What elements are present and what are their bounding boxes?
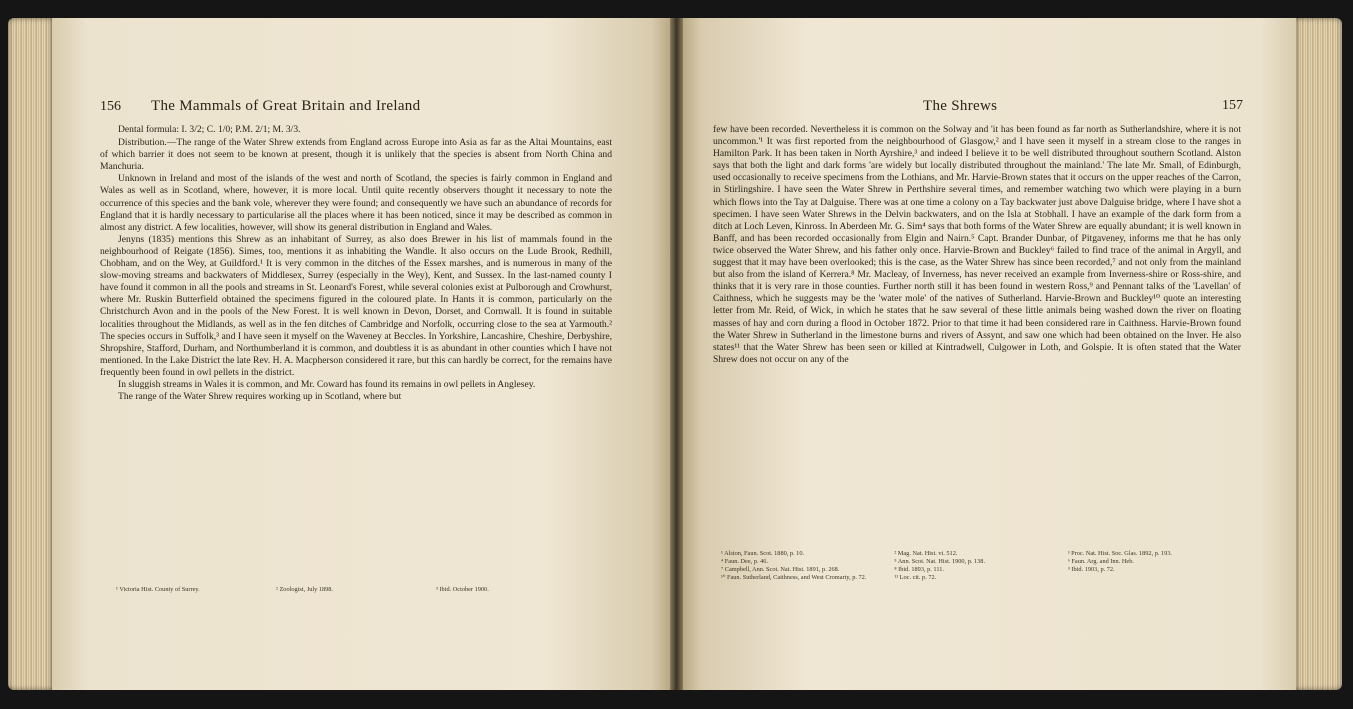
running-head-title: The Shrews: [923, 98, 998, 114]
footnote: [1068, 574, 1241, 582]
left-footnotes: [116, 586, 596, 594]
footnote: ⁹ Ibid. 1903, p. 72.: [1067, 566, 1115, 573]
footnote: ⁷ Campbell, Ann. Scot. Nat. Hist. 1891, p. 268.: [721, 566, 840, 573]
footnote: ⁵ Ann. Scot. Nat. Hist. 1900, p. 138.: [894, 558, 986, 565]
footnote-row: [721, 550, 1241, 558]
page-number: 157: [1222, 98, 1243, 113]
footnote: ³ Proc. Nat. Hist. Soc. Glas. 1892, p. 193.: [1067, 550, 1173, 557]
footnote: ¹⁰ Faun. Sutherland, Caithness, and West Cromarty, p. 72.: [721, 574, 867, 581]
paragraph: Jenyns (1835) mentions this Shrew as an inhabitant of Surrey, as also does Brewer in his list of mammals found in the neighbourhood of Reigate (1856). Simes, too, mentions it as inhabiting the Wandle. It also occurs on the Lude Brook, Redhill, Chobham, and on the Wey, at Guildford.¹ It is very common in the ditches of the Essex marshes, and is numerous in many of the slow-moving streams and backwaters of Middlesex, Surrey (especially in the Wey), Kent, and Sussex. In the last-named county I have found it common in all the pools and streams in St. Leonard's Forest, while several colonies exist at Pulborough and Crowhurst, where Mr. Ruskin Butterfield obtained the specimens figured in the coloured plate. In Hants it is common, particularly on the Christchurch Avon and in the pools of the New Forest. It is well known in Devon, Dorset, and Cornwall. It is found in suitable localities throughout the Midlands, as well as in the fen ditches of Cambridge and Norfolk, occurring close to the sea at Yarmouth.² The species occurs in Suffolk,³ and I have seen it myself on the Waveney at Beccles. In Yorkshire, Lancashire, Cheshire, Derbyshire, Shropshire, Stafford, Durham, and Northumberland it is common, and doubtless it is as abundant in other counties which I have not mentioned. In the Lake District the late Rev. H. A. Macpherson considered it rare, but this can hardly be correct, for the remains have frequently been found in owl pellets in the district.: [100, 233, 612, 378]
footnote: ² Mag. Nat. Hist. vi. 512.: [894, 550, 958, 557]
footnote: ¹ Alston, Faun. Scot. 1880, p. 10.: [721, 550, 805, 557]
footnote: ² Zoologist, July 1898.: [276, 586, 333, 593]
left-page-edges: [8, 18, 52, 690]
right-page-edges: [1296, 18, 1342, 690]
footnote-row: [721, 566, 1241, 574]
footnote: ⁶ Faun. Arg. and Inn. Heb.: [1067, 558, 1134, 565]
footnote: ¹¹ Loc. cit. p. 72.: [894, 574, 937, 581]
footnote: ¹ Victoria Hist. County of Surrey.: [116, 586, 200, 593]
footnote: ³ Ibid. October 1900.: [436, 586, 489, 593]
footnote-row: [116, 586, 596, 594]
right-page: [683, 18, 1296, 690]
footnote: ⁴ Faun. Dee, p. 46.: [721, 558, 768, 565]
right-running-head: [713, 98, 1243, 118]
paragraph: In sluggish streams in Wales it is common, and Mr. Coward has found its remains in owl pellets in Anglesey.: [118, 378, 536, 390]
footnote: ⁸ Ibid. 1893, p. 111.: [894, 566, 944, 573]
dental-formula: Dental formula: I. 3/2; C. 1/0; P.M. 2/1; M. 3/3.: [118, 124, 301, 135]
left-body-text: [100, 124, 612, 403]
book-gutter: [670, 18, 683, 690]
page-number: 156: [100, 99, 121, 114]
paragraph: Unknown in Ireland and most of the islands of the west and north of Scotland, the species is fairly common in England and Wales as well as in Scotland, where, however, it is more local. Until quite recently observers thought it necessary to note the occurrence of this species and the bank vole, wherever they were found; and consequently we have such an abundance of records for England that it is hardly necessary to particularise all the places where it has been noticed, since it may be described as common in almost any district. A few localities, however, will show its general distribution in England and Wales.: [100, 173, 612, 233]
left-page: [52, 18, 670, 690]
right-footnotes: [721, 550, 1241, 582]
footnote-row: [721, 574, 1241, 582]
running-head-title: The Mammals of Great Britain and Ireland: [151, 98, 421, 114]
paragraph: few have been recorded. Nevertheless it is common on the Solway and 'it has been found as far north as Sutherlandshire, where it is not uncommon.'¹ It was first reported from the neighbourhood of Glasgow,² and I have seen it myself in a stream close to the ranges in Hamilton Park. It has been taken in North Ayrshire,³ and indeed I believe it to be well distributed throughout southern Scotland. Alston says that both the light and dark forms 'are widely but locally distributed throughout the mainland.' The late Mr. Small, of Edinburgh, used occasionally to receive specimens from the Lothians, and Mr. Harvie-Brown states that it occurs on the upper reaches of the Carron, in Stirlingshire. I have seen the Water Shrew in Perthshire several times, and remember watching two which were playing in a burn which flows into the Tay at Dalguise. There was at one time a colony on a Tay backwater just above Dalguise bridge, where I have shot a specimen. I have seen Water Shrews in the Delvin backwaters, and on the Isla at Stobhall. I have an example of the dark form from a ditch at Loch Leven, Kinross. In Aberdeen Mr. G. Sim⁴ says that both forms of the Water Shrew are equally abundant; it is well known in Banff, and has been recorded occasionally from Elgin and Nairn.⁵ Capt. Brander Dunbar, of Pitgaveney, informs me that he has only twice observed the Water Shrew, and his father only once. Harvie-Brown and Buckley⁶ failed to find trace of the animal in Argyll, and suggest that it may have been overlooked; this is the case, as the Water Shrew has since been recorded,⁷ and not only from the mainland but also from the island of Kerrera.⁸ Mr. Macleay, of Inverness, has never received an example from Inverness-shire or Ross-shire, and thinks that it is very rare in those counties. Further north still it has been found in western Ross,⁹ and Pennant talks of the 'Lavellan' of Caithness, which he suggests may be the 'water mole' of the natives of Sutherland. Harvie-Brown and Buckley¹⁰ quote an interesting letter from Mr. Reid, of Wick, in which he states that he saw several of these little animals being washed down the river on floating masses of hay and corn during a flood in October 1872. Prior to that time it had been considered rare in Caithness. Harvie-Brown found the Water Shrew in Sutherland in the limestone burns and rivers of Assynt, and saw one which had been obtained on the Inver. He also states¹¹ that the Water Shrew has been seen or killed at Kintradwell, Culgower in Loth, and Golspie. It is often stated that the Water Shrew does not occur on any of the: [713, 124, 1241, 365]
right-body-text: [713, 124, 1241, 366]
paragraph: The range of the Water Shrew requires working up in Scotland, where but: [118, 391, 402, 403]
footnote-row: [721, 558, 1241, 566]
paragraph: Distribution.—The range of the Water Shrew extends from England across Europe into Asia as far as the Altai Mountains, east of which barrier it does not seem to be known at present, though it is unlikely that the species is absent from North China and Manchuria.: [100, 137, 612, 173]
left-running-head: [100, 98, 600, 118]
